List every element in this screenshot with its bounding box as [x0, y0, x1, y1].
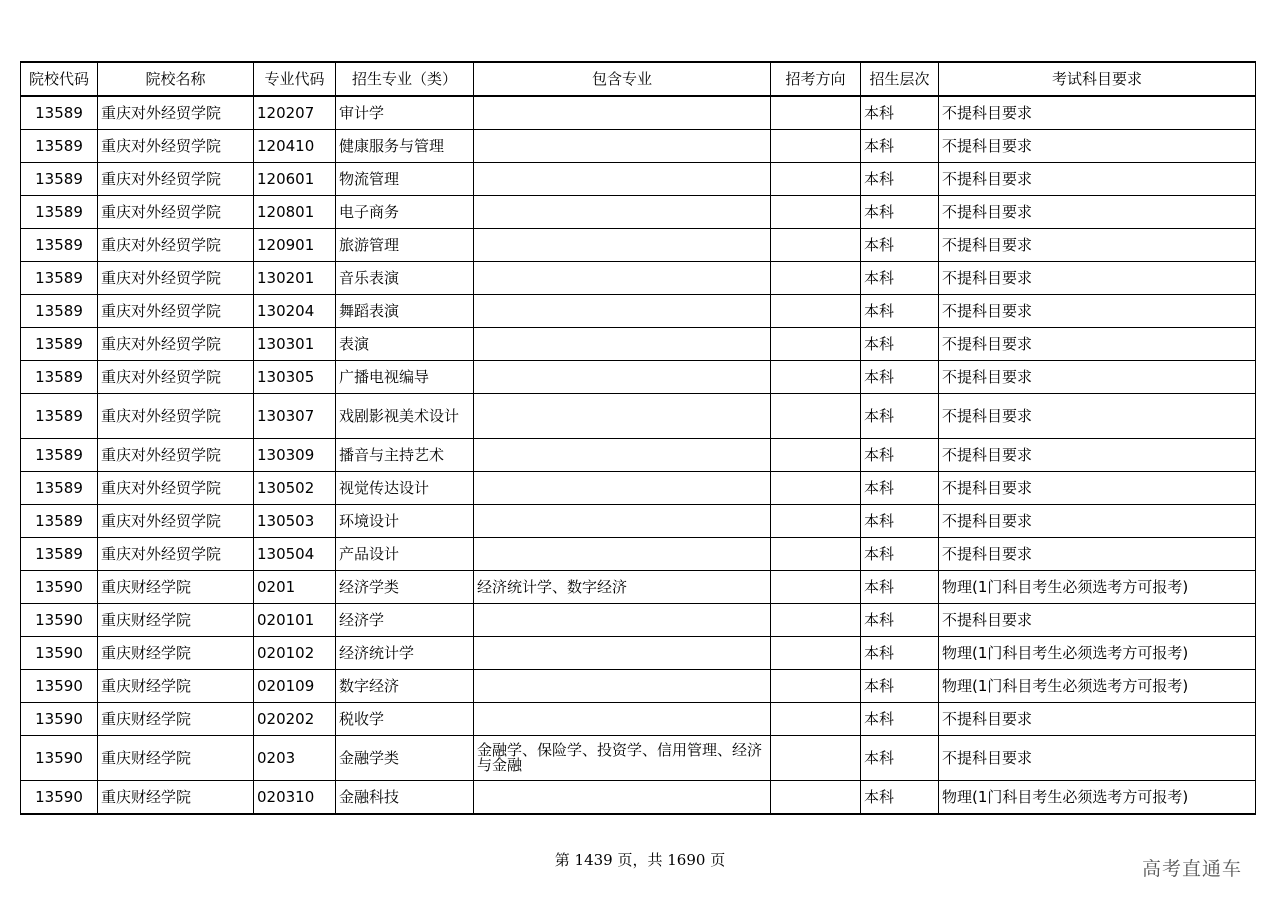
cell-school-name: 重庆对外经贸学院	[98, 361, 254, 394]
cell-level: 本科	[861, 703, 939, 736]
cell-level: 本科	[861, 196, 939, 229]
cell-major-code: 130309	[254, 439, 336, 472]
cell-subject-requirement: 不提科目要求	[939, 96, 1256, 130]
table-body	[21, 96, 1256, 814]
cell-major: 播音与主持艺术	[336, 439, 474, 472]
cell-major: 经济统计学	[336, 637, 474, 670]
cell-major: 健康服务与管理	[336, 130, 474, 163]
header-level: 招生层次	[861, 62, 939, 96]
cell-major-code: 0203	[254, 736, 336, 781]
cell-subject-requirement: 物理(1门科目考生必须选考方可报考)	[939, 571, 1256, 604]
cell-major-code: 120207	[254, 96, 336, 130]
cell-level: 本科	[861, 736, 939, 781]
cell-school-code: 13590	[21, 781, 98, 815]
cell-included-majors	[474, 262, 771, 295]
cell-subject-requirement: 不提科目要求	[939, 604, 1256, 637]
cell-school-code: 13589	[21, 394, 98, 439]
cell-direction	[771, 781, 861, 815]
table-row	[21, 571, 1256, 604]
table-row	[21, 781, 1256, 815]
cell-direction	[771, 637, 861, 670]
cell-direction	[771, 703, 861, 736]
page-number: 第 1439 页，共 1690 页	[554, 851, 726, 869]
cell-subject-requirement: 不提科目要求	[939, 394, 1256, 439]
cell-subject-requirement: 不提科目要求	[939, 703, 1256, 736]
cell-school-name: 重庆对外经贸学院	[98, 505, 254, 538]
cell-major: 音乐表演	[336, 262, 474, 295]
cell-major-code: 020310	[254, 781, 336, 815]
header-school-code: 院校代码	[21, 62, 98, 96]
header-school-name: 院校名称	[98, 62, 254, 96]
cell-major: 税收学	[336, 703, 474, 736]
table-row	[21, 361, 1256, 394]
cell-school-code: 13589	[21, 472, 98, 505]
admissions-table	[20, 61, 1256, 815]
cell-major-code: 120801	[254, 196, 336, 229]
cell-major: 戏剧影视美术设计	[336, 394, 474, 439]
cell-major: 审计学	[336, 96, 474, 130]
cell-major-code: 120601	[254, 163, 336, 196]
cell-major: 产品设计	[336, 538, 474, 571]
cell-direction	[771, 439, 861, 472]
cell-level: 本科	[861, 505, 939, 538]
cell-level: 本科	[861, 130, 939, 163]
header-major-code: 专业代码	[254, 62, 336, 96]
cell-direction	[771, 394, 861, 439]
cell-direction	[771, 670, 861, 703]
cell-major-code: 130504	[254, 538, 336, 571]
table-row	[21, 229, 1256, 262]
cell-subject-requirement: 不提科目要求	[939, 505, 1256, 538]
cell-major-code: 130307	[254, 394, 336, 439]
cell-direction	[771, 229, 861, 262]
cell-level: 本科	[861, 670, 939, 703]
cell-school-name: 重庆财经学院	[98, 736, 254, 781]
cell-school-name: 重庆财经学院	[98, 703, 254, 736]
cell-major-code: 020101	[254, 604, 336, 637]
cell-included-majors	[474, 229, 771, 262]
cell-school-code: 13589	[21, 163, 98, 196]
cell-level: 本科	[861, 439, 939, 472]
cell-school-name: 重庆对外经贸学院	[98, 229, 254, 262]
cell-school-code: 13589	[21, 505, 98, 538]
cell-major-code: 020102	[254, 637, 336, 670]
cell-school-code: 13589	[21, 262, 98, 295]
cell-major-code: 130502	[254, 472, 336, 505]
cell-direction	[771, 538, 861, 571]
cell-level: 本科	[861, 262, 939, 295]
cell-direction	[771, 295, 861, 328]
cell-school-name: 重庆对外经贸学院	[98, 262, 254, 295]
cell-included-majors	[474, 781, 771, 815]
table-row	[21, 262, 1256, 295]
table-row	[21, 130, 1256, 163]
cell-school-code: 13589	[21, 328, 98, 361]
table-row	[21, 328, 1256, 361]
cell-school-name: 重庆对外经贸学院	[98, 394, 254, 439]
table-header-row	[21, 62, 1256, 96]
cell-school-code: 13590	[21, 703, 98, 736]
cell-subject-requirement: 物理(1门科目考生必须选考方可报考)	[939, 637, 1256, 670]
cell-included-majors	[474, 439, 771, 472]
cell-subject-requirement: 不提科目要求	[939, 439, 1256, 472]
cell-level: 本科	[861, 328, 939, 361]
cell-subject-requirement: 不提科目要求	[939, 736, 1256, 781]
cell-level: 本科	[861, 295, 939, 328]
cell-included-majors	[474, 505, 771, 538]
table-row	[21, 439, 1256, 472]
cell-school-name: 重庆财经学院	[98, 637, 254, 670]
cell-level: 本科	[861, 571, 939, 604]
cell-direction	[771, 361, 861, 394]
cell-included-majors	[474, 604, 771, 637]
cell-level: 本科	[861, 781, 939, 815]
cell-school-name: 重庆财经学院	[98, 571, 254, 604]
cell-direction	[771, 262, 861, 295]
cell-subject-requirement: 不提科目要求	[939, 163, 1256, 196]
cell-school-name: 重庆对外经贸学院	[98, 130, 254, 163]
cell-school-code: 13589	[21, 538, 98, 571]
cell-school-name: 重庆对外经贸学院	[98, 295, 254, 328]
cell-direction	[771, 505, 861, 538]
cell-direction	[771, 163, 861, 196]
cell-direction	[771, 196, 861, 229]
cell-major: 经济学类	[336, 571, 474, 604]
table-row	[21, 394, 1256, 439]
cell-school-name: 重庆对外经贸学院	[98, 439, 254, 472]
cell-school-name: 重庆对外经贸学院	[98, 196, 254, 229]
cell-included-majors	[474, 130, 771, 163]
table-row	[21, 163, 1256, 196]
cell-direction	[771, 604, 861, 637]
cell-school-code: 13589	[21, 130, 98, 163]
table-row	[21, 637, 1256, 670]
cell-level: 本科	[861, 229, 939, 262]
cell-school-name: 重庆对外经贸学院	[98, 328, 254, 361]
cell-included-majors	[474, 295, 771, 328]
cell-included-majors: 金融学、保险学、投资学、信用管理、经济与金融	[474, 736, 771, 781]
cell-level: 本科	[861, 637, 939, 670]
cell-subject-requirement: 不提科目要求	[939, 130, 1256, 163]
cell-included-majors	[474, 394, 771, 439]
cell-major-code: 120901	[254, 229, 336, 262]
cell-major: 数字经济	[336, 670, 474, 703]
cell-subject-requirement: 不提科目要求	[939, 538, 1256, 571]
cell-level: 本科	[861, 163, 939, 196]
cell-school-name: 重庆财经学院	[98, 670, 254, 703]
cell-major: 电子商务	[336, 196, 474, 229]
cell-included-majors	[474, 670, 771, 703]
cell-school-code: 13589	[21, 361, 98, 394]
cell-included-majors	[474, 361, 771, 394]
cell-school-code: 13590	[21, 604, 98, 637]
cell-level: 本科	[861, 472, 939, 505]
cell-major: 旅游管理	[336, 229, 474, 262]
cell-major: 经济学	[336, 604, 474, 637]
header-subject-requirement: 考试科目要求	[939, 62, 1256, 96]
table-row	[21, 295, 1256, 328]
cell-school-code: 13590	[21, 637, 98, 670]
cell-school-code: 13590	[21, 736, 98, 781]
cell-major: 表演	[336, 328, 474, 361]
cell-major-code: 130204	[254, 295, 336, 328]
table-row	[21, 703, 1256, 736]
cell-major-code: 130301	[254, 328, 336, 361]
cell-level: 本科	[861, 538, 939, 571]
cell-included-majors	[474, 472, 771, 505]
cell-direction	[771, 130, 861, 163]
cell-school-code: 13589	[21, 295, 98, 328]
table-row	[21, 96, 1256, 130]
cell-subject-requirement: 不提科目要求	[939, 472, 1256, 505]
cell-major: 视觉传达设计	[336, 472, 474, 505]
cell-direction	[771, 96, 861, 130]
cell-level: 本科	[861, 604, 939, 637]
cell-school-code: 13589	[21, 229, 98, 262]
cell-direction	[771, 736, 861, 781]
cell-school-code: 13589	[21, 96, 98, 130]
cell-major-code: 020109	[254, 670, 336, 703]
cell-included-majors	[474, 96, 771, 130]
cell-major-code: 0201	[254, 571, 336, 604]
cell-included-majors	[474, 703, 771, 736]
cell-school-name: 重庆对外经贸学院	[98, 96, 254, 130]
cell-major-code: 020202	[254, 703, 336, 736]
cell-subject-requirement: 不提科目要求	[939, 328, 1256, 361]
cell-direction	[771, 328, 861, 361]
cell-included-majors: 经济统计学、数字经济	[474, 571, 771, 604]
cell-major: 环境设计	[336, 505, 474, 538]
cell-school-name: 重庆对外经贸学院	[98, 538, 254, 571]
cell-school-name: 重庆对外经贸学院	[98, 472, 254, 505]
table-row	[21, 505, 1256, 538]
cell-major: 金融科技	[336, 781, 474, 815]
cell-included-majors	[474, 538, 771, 571]
cell-school-code: 13590	[21, 571, 98, 604]
cell-major: 舞蹈表演	[336, 295, 474, 328]
cell-included-majors	[474, 163, 771, 196]
cell-major-code: 120410	[254, 130, 336, 163]
cell-major: 物流管理	[336, 163, 474, 196]
table-row	[21, 736, 1256, 781]
table-row	[21, 670, 1256, 703]
header-direction: 招考方向	[771, 62, 861, 96]
cell-level: 本科	[861, 96, 939, 130]
cell-major: 广播电视编导	[336, 361, 474, 394]
header-major: 招生专业（类）	[336, 62, 474, 96]
cell-major-code: 130201	[254, 262, 336, 295]
cell-subject-requirement: 不提科目要求	[939, 295, 1256, 328]
cell-subject-requirement: 物理(1门科目考生必须选考方可报考)	[939, 670, 1256, 703]
cell-included-majors	[474, 328, 771, 361]
cell-major-code: 130305	[254, 361, 336, 394]
cell-included-majors	[474, 196, 771, 229]
cell-direction	[771, 571, 861, 604]
cell-subject-requirement: 不提科目要求	[939, 262, 1256, 295]
cell-level: 本科	[861, 361, 939, 394]
cell-subject-requirement: 不提科目要求	[939, 196, 1256, 229]
cell-school-code: 13589	[21, 196, 98, 229]
cell-subject-requirement: 物理(1门科目考生必须选考方可报考)	[939, 781, 1256, 815]
cell-school-name: 重庆财经学院	[98, 781, 254, 815]
cell-major-code: 130503	[254, 505, 336, 538]
cell-direction	[771, 472, 861, 505]
cell-subject-requirement: 不提科目要求	[939, 361, 1256, 394]
header-included-majors: 包含专业	[474, 62, 771, 96]
table-row	[21, 196, 1256, 229]
cell-school-name: 重庆对外经贸学院	[98, 163, 254, 196]
table-row	[21, 472, 1256, 505]
cell-included-majors	[474, 637, 771, 670]
table-row	[21, 538, 1256, 571]
cell-school-code: 13589	[21, 439, 98, 472]
cell-major: 金融学类	[336, 736, 474, 781]
table-row	[21, 604, 1256, 637]
cell-school-name: 重庆财经学院	[98, 604, 254, 637]
cell-level: 本科	[861, 394, 939, 439]
cell-school-code: 13590	[21, 670, 98, 703]
cell-subject-requirement: 不提科目要求	[939, 229, 1256, 262]
watermark: 高考直通车	[1142, 858, 1243, 880]
